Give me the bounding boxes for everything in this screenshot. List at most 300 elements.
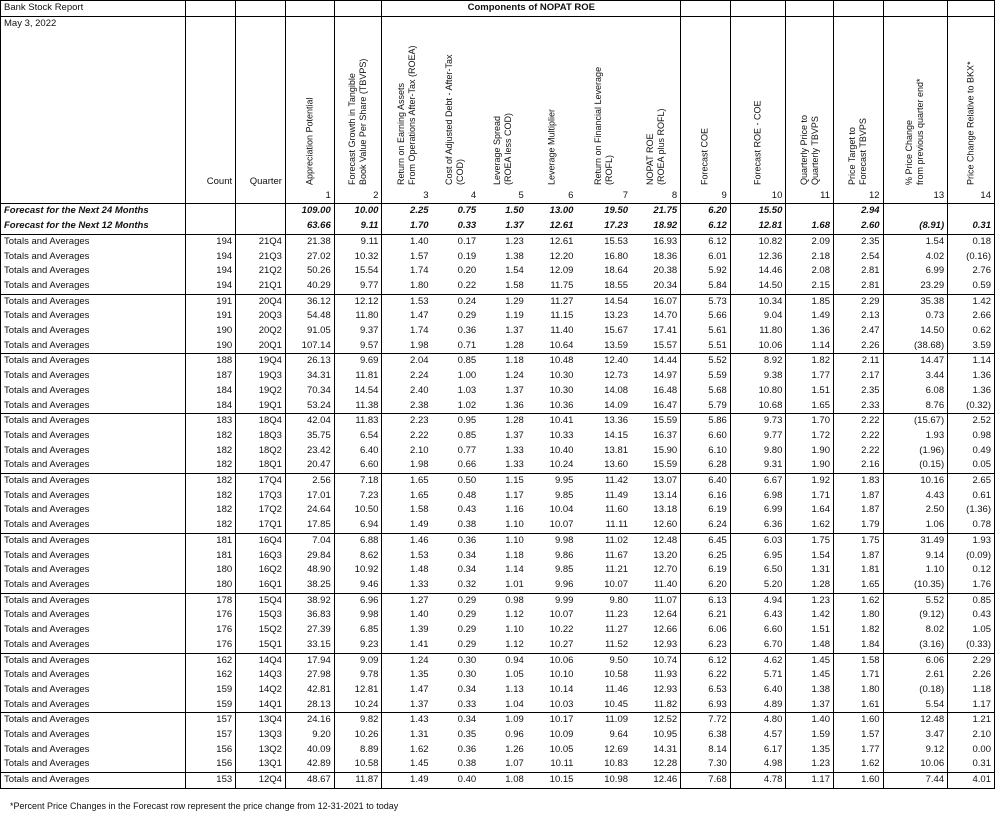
value-cell: 1.80: [833, 683, 883, 698]
value-cell: 1.17: [948, 698, 995, 713]
value-cell: 1.36: [786, 324, 834, 339]
count-cell: 176: [186, 608, 236, 623]
forecast-cell: 6.12: [681, 219, 731, 234]
count-cell: 178: [186, 593, 236, 608]
value-cell: 6.43: [730, 608, 786, 623]
value-cell: 14.50: [730, 279, 786, 294]
value-cell: 9.46: [334, 578, 382, 593]
value-cell: 9.23: [334, 638, 382, 653]
value-cell: 6.40: [730, 683, 786, 698]
report-title: Bank Stock Report: [1, 1, 186, 17]
value-cell: 15.59: [631, 414, 681, 429]
quarter-cell: 16Q1: [236, 578, 286, 593]
value-cell: 10.24: [334, 698, 382, 713]
value-cell: 6.88: [334, 533, 382, 548]
count-cell: 187: [186, 369, 236, 384]
value-cell: 10.92: [334, 563, 382, 578]
value-cell: 4.78: [730, 773, 786, 789]
table-row: [1, 757, 995, 772]
value-cell: 0.98: [479, 593, 527, 608]
value-cell: 2.22: [833, 429, 883, 444]
value-cell: 1.18: [505, 549, 524, 561]
row-label: Totals and Averages: [1, 653, 186, 668]
value-cell: 1.28: [479, 414, 527, 429]
value-cell: 10.05: [549, 743, 574, 755]
value-cell: 6.53: [681, 683, 731, 698]
count-cell: 180: [186, 563, 236, 578]
c2-header-line-2: Book Value Per Share (TBVPS): [358, 59, 369, 186]
column-number: 3: [423, 190, 429, 202]
value-cell: 0.95: [432, 414, 480, 429]
table-row: [1, 444, 995, 459]
column-number: 12: [833, 189, 883, 204]
row-label: Totals and Averages: [1, 444, 186, 459]
value-cell: 11.67: [604, 549, 629, 561]
table-row: [1, 294, 995, 309]
count-cell: 156: [186, 743, 236, 758]
value-cell: 1.18: [479, 354, 527, 369]
value-cell: 1.42: [948, 294, 995, 309]
value-cell: 91.05: [285, 324, 334, 339]
c13-header-line-2: from previous quarter end*: [915, 78, 926, 186]
value-cell: 6.70: [730, 638, 786, 653]
quarter-cell: 16Q2: [236, 563, 286, 578]
value-cell: 9.73: [730, 414, 786, 429]
value-cell: 2.26: [948, 668, 995, 683]
row-label: Totals and Averages: [1, 294, 186, 309]
footnote: *Percent Price Changes in the Forecast row represent the price change from 12-31-2021 to today: [10, 801, 399, 811]
value-cell: 0.38: [457, 758, 477, 770]
value-cell: 12.20: [549, 250, 574, 262]
value-cell: (10.35): [883, 578, 948, 593]
value-cell: 18.36: [631, 250, 681, 265]
forecast-cell: (8.91): [883, 219, 948, 234]
forecast-label: Forecast for the Next 12 Months: [1, 219, 186, 234]
table-row: [1, 668, 995, 683]
row-label: Totals and Averages: [1, 593, 186, 608]
value-cell: 6.36: [730, 518, 786, 533]
forecast-cell: 109.00: [285, 204, 334, 219]
quarter-cell: 14Q1: [236, 698, 286, 713]
value-cell: 1.14: [786, 339, 834, 354]
value-cell: 1.46: [382, 533, 432, 548]
value-cell: 1.42: [786, 608, 834, 623]
value-cell: 10.68: [730, 399, 786, 414]
value-cell: 4.80: [730, 713, 786, 728]
value-cell: 2.56: [285, 474, 334, 489]
value-cell: 12.93: [631, 638, 681, 653]
c6-header-line-1: Leverage Multiplier: [546, 109, 557, 186]
forecast-label: Forecast for the Next 24 Months: [1, 204, 186, 219]
value-cell: 5.51: [681, 339, 731, 354]
value-cell: 1.23: [786, 757, 834, 772]
value-cell: 9.80: [730, 444, 786, 459]
value-cell: 6.01: [681, 250, 731, 265]
value-cell: 1.38: [505, 250, 524, 262]
col-14-header: [948, 16, 995, 189]
value-cell: 0.34: [457, 564, 477, 576]
value-cell: 12.48: [631, 533, 681, 548]
value-cell: 15.57: [631, 339, 681, 354]
value-cell: 1.33: [505, 459, 524, 471]
quarter-cell: 17Q3: [236, 489, 286, 504]
value-cell: 1.54: [505, 265, 524, 277]
c5-header-line-1: Leverage Spread: [491, 116, 502, 186]
value-cell: 9.77: [334, 279, 382, 294]
value-cell: 0.43: [948, 608, 995, 623]
value-cell: 2.65: [948, 474, 995, 489]
value-cell: 16.93: [631, 234, 681, 249]
c1-header-line-1: Appreciation Potential: [304, 97, 315, 186]
value-cell: 1.71: [833, 668, 883, 683]
value-cell: 12.81: [334, 683, 382, 698]
value-cell: 0.38: [457, 519, 477, 531]
value-cell: 6.60: [730, 623, 786, 638]
value-cell: 10.74: [631, 653, 681, 668]
count-cell: 191: [186, 309, 236, 324]
value-cell: 5.59: [681, 369, 731, 384]
value-cell: 0.29: [432, 593, 480, 608]
value-cell: (38.68): [883, 339, 948, 354]
forecast-cell: 13.00: [527, 204, 577, 219]
value-cell: 5.84: [681, 279, 731, 294]
count-cell: 190: [186, 324, 236, 339]
value-cell: 1.36: [505, 399, 524, 411]
value-cell: 1.54: [883, 234, 948, 249]
value-cell: 1.07: [505, 758, 524, 770]
value-cell: 16.80: [604, 250, 629, 262]
value-cell: 12.09: [549, 265, 574, 277]
value-cell: 2.22: [410, 429, 429, 441]
count-cell: 194: [186, 264, 236, 279]
value-cell: 10.04: [549, 504, 574, 516]
count-cell: 162: [186, 653, 236, 668]
quarter-cell: 20Q1: [236, 339, 286, 354]
table-row: [1, 563, 995, 578]
value-cell: 1.29: [479, 294, 527, 309]
quarter-cell: 15Q4: [236, 593, 286, 608]
value-cell: 12.48: [883, 713, 948, 728]
forecast-cell: [883, 204, 948, 219]
value-cell: 1.10: [479, 533, 527, 548]
value-cell: 10.06: [527, 653, 577, 668]
value-cell: 12.60: [631, 518, 681, 533]
col-2-header: [334, 16, 382, 189]
value-cell: 20.34: [631, 279, 681, 294]
forecast-cell: 10.00: [334, 204, 382, 219]
value-cell: 50.26: [285, 264, 334, 279]
row-label: Totals and Averages: [1, 623, 186, 638]
value-cell: 6.28: [681, 458, 731, 473]
value-cell: 11.21: [604, 564, 629, 576]
value-cell: 1.04: [505, 698, 524, 710]
value-cell: 1.28: [786, 578, 834, 593]
col-3-header: [382, 16, 432, 189]
count-cell: 184: [186, 399, 236, 414]
value-cell: 10.58: [604, 669, 629, 681]
value-cell: 1.65: [382, 474, 432, 489]
count-cell: 157: [186, 728, 236, 743]
value-cell: 1.53: [382, 294, 432, 309]
column-number: 9: [681, 189, 731, 204]
value-cell: 6.60: [334, 458, 382, 473]
value-cell: 1.35: [786, 743, 834, 758]
value-cell: 9.86: [554, 549, 574, 561]
value-cell: 13.60: [604, 459, 629, 471]
value-cell: 0.61: [948, 489, 995, 504]
value-cell: 10.32: [334, 250, 382, 265]
value-cell: 2.35: [833, 384, 883, 399]
value-cell: 1.48: [410, 564, 429, 576]
value-cell: 6.17: [730, 743, 786, 758]
value-cell: 23.42: [285, 444, 334, 459]
value-cell: 2.54: [833, 250, 883, 265]
count-cell: 194: [186, 279, 236, 294]
value-cell: 2.22: [833, 444, 883, 459]
value-cell: 9.38: [730, 369, 786, 384]
value-cell: 6.06: [681, 623, 731, 638]
forecast-cell: 12.81: [730, 219, 786, 234]
value-cell: 11.11: [605, 519, 629, 531]
value-cell: 0.33: [457, 698, 477, 710]
value-cell: 10.34: [730, 294, 786, 309]
value-cell: 1.43: [382, 713, 432, 728]
value-cell: 9.80: [576, 593, 631, 608]
table-row: [1, 234, 995, 249]
quarter-cell: 20Q2: [236, 324, 286, 339]
value-cell: 15.90: [631, 444, 681, 459]
value-cell: 23.29: [883, 279, 948, 294]
row-label: Totals and Averages: [1, 384, 186, 399]
forecast-row: [1, 219, 995, 234]
table-row: [1, 713, 995, 728]
value-cell: 1.02: [457, 399, 477, 411]
row-label: Totals and Averages: [1, 728, 186, 743]
row-label: Totals and Averages: [1, 339, 186, 354]
value-cell: 11.80: [730, 324, 786, 339]
value-cell: 1.90: [786, 444, 834, 459]
value-cell: 14.97: [631, 369, 681, 384]
value-cell: 2.08: [786, 264, 834, 279]
col-10-header: [730, 16, 786, 189]
value-cell: 38.92: [285, 593, 334, 608]
quarter-cell: 21Q4: [236, 234, 286, 249]
value-cell: 0.29: [457, 609, 477, 621]
value-cell: 1.41: [410, 638, 429, 650]
value-cell: 11.40: [631, 578, 681, 593]
column-number: 7: [622, 190, 629, 202]
count-cell: 159: [186, 683, 236, 698]
value-cell: 12.66: [631, 623, 681, 638]
value-cell: 1.82: [786, 354, 834, 369]
value-cell: 0.20: [457, 265, 477, 277]
value-cell: 8.92: [730, 354, 786, 369]
value-cell: 9.85: [554, 564, 574, 576]
value-cell: 10.30: [549, 370, 574, 382]
value-cell: 15.59: [631, 458, 681, 473]
value-cell: 1.27: [382, 593, 432, 608]
value-cell: 36.83: [285, 608, 334, 623]
value-cell: 6.85: [334, 623, 382, 638]
components-header: Components of NOPAT ROE: [382, 1, 681, 17]
col-11-header: [786, 16, 834, 189]
value-cell: 1.10: [883, 563, 948, 578]
value-cell: 11.27: [604, 624, 629, 636]
value-cell: 1.05: [948, 623, 995, 638]
value-cell: 2.81: [833, 264, 883, 279]
table-row: [1, 369, 995, 384]
value-cell: 1.58: [410, 504, 429, 516]
value-cell: 6.93: [681, 698, 731, 713]
value-cell: 1.85: [786, 294, 834, 309]
c7-header-line-2: (ROFL): [603, 155, 614, 186]
value-cell: 2.33: [833, 399, 883, 414]
value-cell: 4.94: [730, 593, 786, 608]
value-cell: 18.55: [604, 279, 629, 291]
value-cell: 9.98: [334, 608, 382, 623]
value-cell: 6.60: [681, 429, 731, 444]
value-cell: 10.26: [334, 728, 382, 743]
quarter-cell: 13Q3: [236, 728, 286, 743]
quarter-cell: 13Q1: [236, 757, 286, 772]
value-cell: 0.73: [883, 309, 948, 324]
value-cell: 11.93: [631, 668, 681, 683]
row-label: Totals and Averages: [1, 414, 186, 429]
value-cell: 1.81: [833, 563, 883, 578]
value-cell: 5.52: [883, 593, 948, 608]
value-cell: 1.76: [948, 578, 995, 593]
value-cell: 11.87: [334, 773, 382, 789]
value-cell: 6.98: [730, 489, 786, 504]
value-cell: 10.98: [576, 773, 631, 789]
value-cell: 0.31: [948, 757, 995, 772]
value-cell: 70.34: [285, 384, 334, 399]
col-8-header: [631, 16, 681, 189]
value-cell: (0.16): [948, 250, 995, 265]
forecast-row: [1, 204, 995, 219]
value-cell: 0.85: [948, 593, 995, 608]
value-cell: 12.40: [576, 354, 631, 369]
forecast-cell: 6.20: [681, 204, 731, 219]
quarter-cell: 19Q3: [236, 369, 286, 384]
quarter-cell: 12Q4: [236, 773, 286, 789]
value-cell: 6.13: [681, 593, 731, 608]
value-cell: 0.36: [457, 325, 477, 337]
quarter-cell: 17Q2: [236, 503, 286, 518]
value-cell: 12.70: [631, 563, 681, 578]
quarter-cell: 16Q3: [236, 549, 286, 564]
row-label: Totals and Averages: [1, 518, 186, 533]
value-cell: 1.10: [505, 624, 524, 636]
table-row: [1, 698, 995, 713]
value-cell: 2.13: [833, 309, 883, 324]
row-label: Totals and Averages: [1, 234, 186, 249]
value-cell: 1.36: [948, 369, 995, 384]
value-cell: 1.18: [948, 683, 995, 698]
value-cell: 6.25: [681, 549, 731, 564]
value-cell: 1.15: [479, 474, 527, 489]
value-cell: 1.49: [410, 519, 429, 531]
value-cell: 1.77: [786, 369, 834, 384]
value-cell: 4.62: [730, 653, 786, 668]
value-cell: 1.75: [833, 533, 883, 548]
value-cell: 11.81: [334, 369, 382, 384]
value-cell: 1.77: [833, 743, 883, 758]
value-cell: 10.11: [550, 758, 574, 770]
row-label: Totals and Averages: [1, 698, 186, 713]
count-cell: 157: [186, 713, 236, 728]
value-cell: 1.09: [479, 713, 527, 728]
forecast-cell: 63.66: [285, 219, 334, 234]
value-cell: 12.46: [631, 773, 681, 789]
value-cell: 9.12: [883, 743, 948, 758]
value-cell: 14.54: [576, 294, 631, 309]
row-label: Totals and Averages: [1, 354, 186, 369]
value-cell: 9.57: [334, 339, 382, 354]
value-cell: 0.19: [457, 250, 477, 262]
value-cell: 8.76: [883, 399, 948, 414]
value-cell: 3.59: [948, 339, 995, 354]
value-cell: 6.96: [334, 593, 382, 608]
c5-header-line-2: (ROEA less COD): [502, 113, 513, 186]
quarter-cell: 20Q4: [236, 294, 286, 309]
value-cell: 10.06: [883, 757, 948, 772]
value-cell: 1.65: [410, 489, 429, 501]
value-cell: 1.24: [382, 653, 432, 668]
value-cell: 11.15: [550, 310, 574, 322]
value-cell: 7.23: [334, 489, 382, 504]
value-cell: 1.16: [505, 504, 524, 516]
value-cell: 12.52: [631, 713, 681, 728]
c3-header-line-2: From Operations After-Tax (ROEA): [407, 45, 417, 186]
value-cell: 9.82: [334, 713, 382, 728]
count-cell: 182: [186, 503, 236, 518]
value-cell: 0.29: [457, 310, 477, 322]
value-cell: 10.10: [549, 669, 574, 681]
c12-header-line-2: Forecast TBVPS: [858, 118, 869, 186]
table-row: [1, 623, 995, 638]
value-cell: 9.04: [730, 309, 786, 324]
value-cell: 5.79: [681, 399, 731, 414]
value-cell: 42.81: [285, 683, 334, 698]
value-cell: 0.50: [432, 474, 480, 489]
value-cell: 1.17: [786, 773, 834, 789]
value-cell: 1.24: [505, 370, 524, 382]
value-cell: 0.77: [457, 444, 477, 456]
row-label: Totals and Averages: [1, 474, 186, 489]
quarter-cell: 17Q1: [236, 518, 286, 533]
value-cell: 2.38: [410, 399, 429, 411]
row-label: Totals and Averages: [1, 608, 186, 623]
value-cell: 1.57: [833, 728, 883, 743]
value-cell: 10.07: [549, 609, 574, 621]
value-cell: 1.14: [505, 564, 524, 576]
value-cell: 0.98: [948, 429, 995, 444]
value-cell: 6.16: [681, 489, 731, 504]
value-cell: 12.28: [631, 757, 681, 772]
value-cell: 107.14: [285, 339, 334, 354]
value-cell: 1.87: [833, 489, 883, 504]
value-cell: 1.54: [786, 549, 834, 564]
value-cell: 1.98: [410, 339, 429, 351]
value-cell: 9.31: [730, 458, 786, 473]
c9-header-line-1: Forecast COE: [699, 128, 710, 186]
table-row: [1, 279, 995, 294]
value-cell: 27.98: [285, 668, 334, 683]
value-cell: 10.36: [549, 399, 574, 411]
value-cell: 1.74: [410, 265, 429, 277]
table-row: [1, 250, 995, 265]
